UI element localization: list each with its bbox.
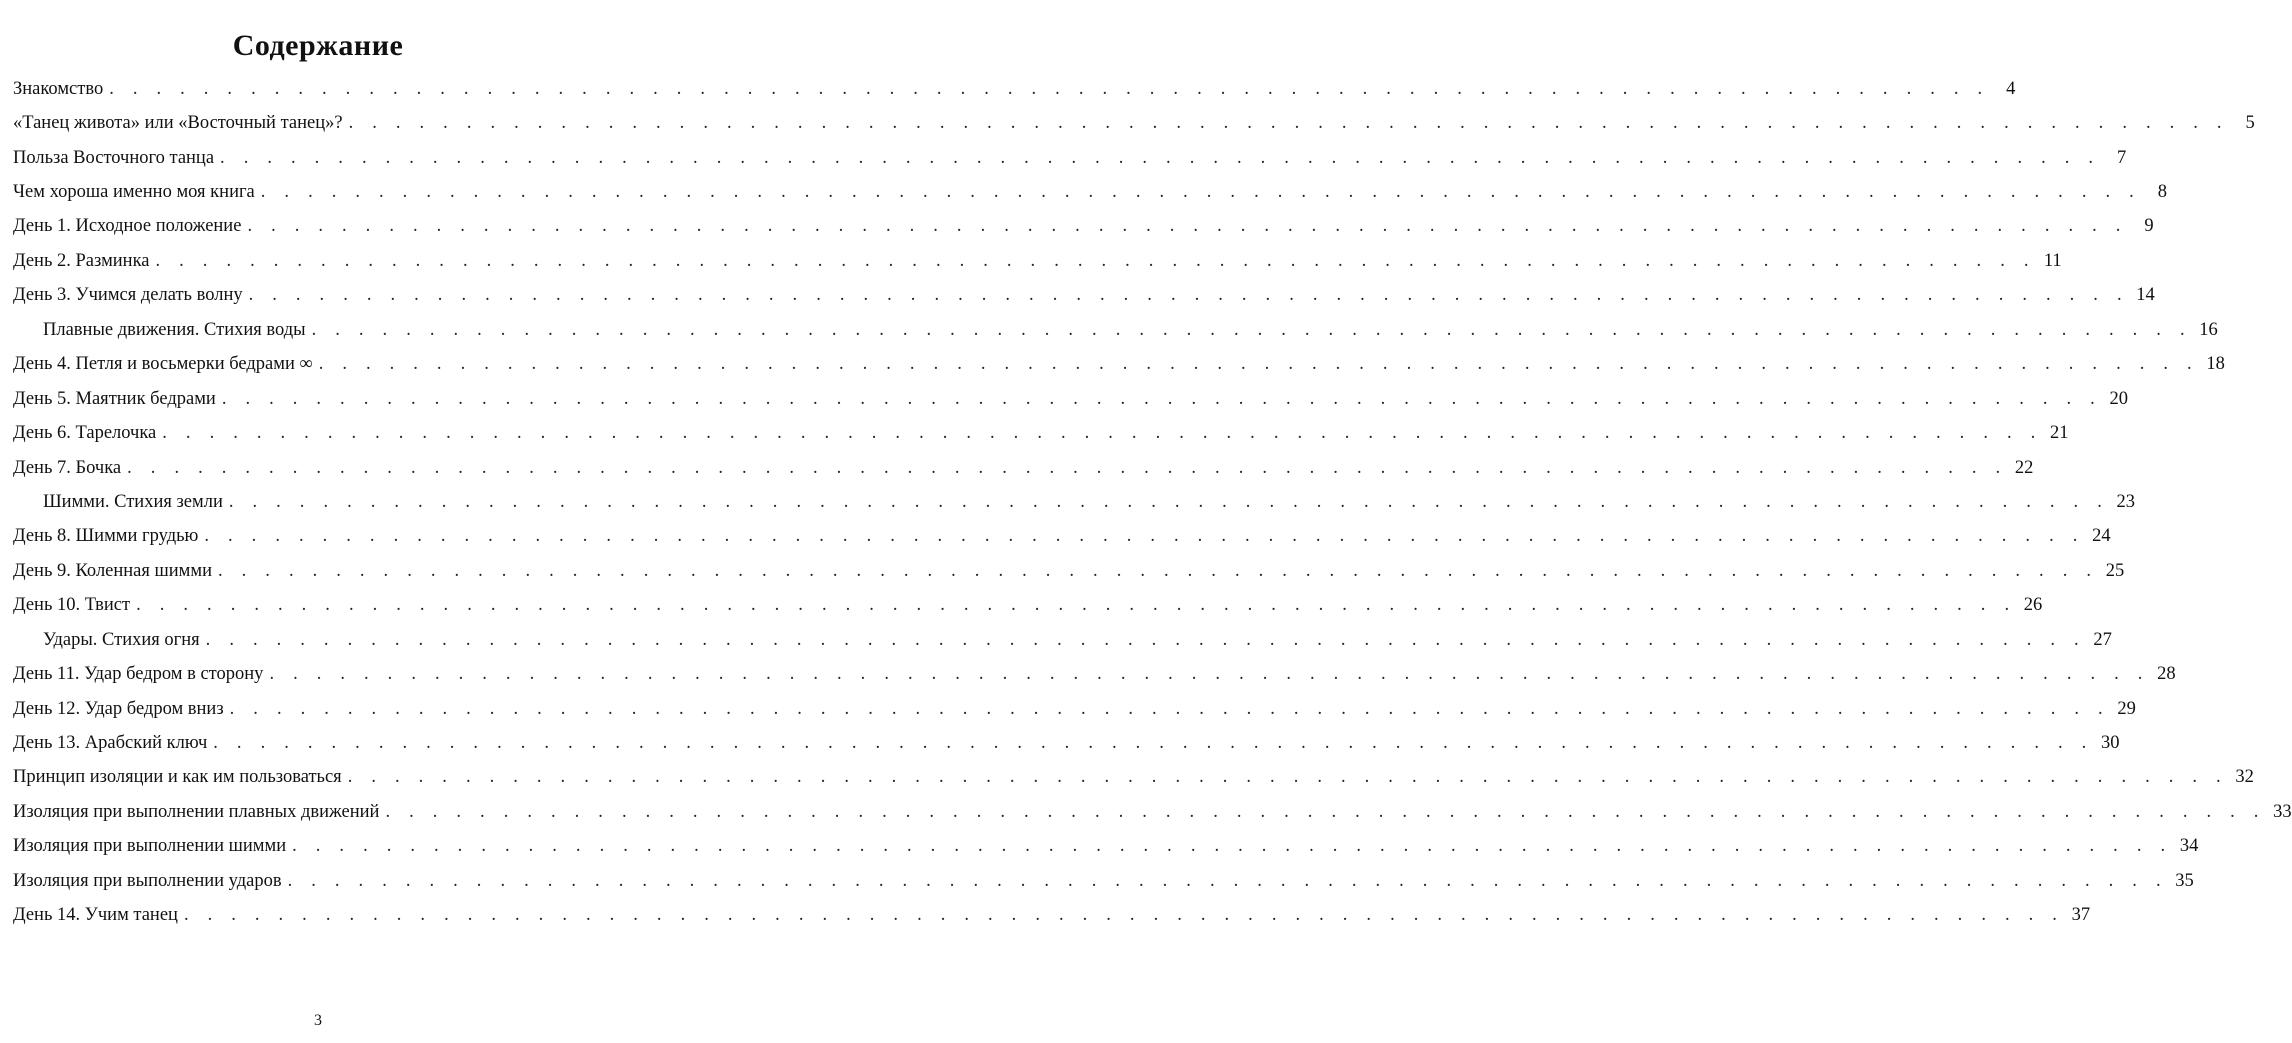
table-of-contents (13, 72, 2292, 933)
dot-leader: . . . . . . . . . . . . . . . . . . . . . . . . . . . . . . . . . . . . . . . . . . . . . . . . . . . . . . . . . . . . . . . . . . . . . . . . . . . . . . . . (183, 905, 2065, 926)
dot-leader: . . . . . . . . . . . . . . . . . . . . . . . . . . . . . . . . . . . . . . . . . . . . . . . . . . . . . . . . . . . . . . . . . . . . . . . . . . . . . . . . (205, 629, 2086, 650)
toc-entry-page: 32 (2235, 767, 2254, 788)
dot-leader: . . . . . . . . . . . . . . . . . . . . . . . . . . . . . . . . . . . . . . . . . . . . . . . . . . . . . . . . . . . . . . . . . . . . . . . . . . . . . . . . (204, 526, 2085, 547)
dot-leader: . . . . . . . . . . . . . . . . . . . . . . . . . . . . . . . . . . . . . . . . . . . . . . . . . . . . . . . . . . . . . . . . . . . . . . . . . . . . . . . . (213, 733, 2094, 754)
dot-leader: . . . . . . . . . . . . . . . . . . . . . . . . . . . . . . . . . . . . . . . . . . . . . . . . . . . . . . . . . . . . . . . . . . . . . . . . . . . . . . . . (247, 216, 2128, 237)
toc-entry[interactable] (13, 416, 2069, 450)
toc-entry[interactable] (13, 382, 2128, 416)
toc-entry-page: 14 (2136, 285, 2155, 306)
toc-entry[interactable] (13, 899, 2091, 933)
toc-entry-title: Знакомство (13, 78, 104, 99)
toc-entry-title: День 2. Разминка (13, 250, 150, 271)
toc-entry-title: Изоляция при выполнении плавных движений (13, 801, 380, 822)
toc-entry-page: 30 (2100, 733, 2120, 754)
toc-entry-page: 11 (2043, 250, 2062, 271)
toc-entry-page: 8 (2157, 182, 2167, 203)
dot-leader: . . . . . . . . . . . . . . . . . . . . . . . . . . . . . . . . . . . . . . . . . . . . . . . . . . . . . . . . . . . . . . . . . . . . . . . . . . . . . . . . (347, 767, 2228, 788)
toc-entry-page: 26 (2023, 595, 2043, 616)
toc-entry[interactable] (13, 244, 2062, 278)
toc-entry-page: 18 (2206, 354, 2225, 375)
toc-entry-title: День 14. Учим танец (13, 905, 178, 926)
toc-entry-title: День 3. Учимся делать волну (13, 285, 243, 306)
toc-entry-page: 5 (2245, 113, 2255, 134)
toc-entry-title: «Танец живота» или «Восточный танец»? (13, 113, 343, 134)
toc-entry[interactable] (13, 175, 2167, 209)
toc-entry-page: 28 (2157, 664, 2176, 685)
toc-entry-page: 9 (2144, 216, 2154, 237)
toc-entry-page: 35 (2175, 870, 2194, 891)
toc-entry-page: 23 (2116, 491, 2136, 512)
toc-entry[interactable] (13, 348, 2225, 382)
dot-leader: . . . . . . . . . . . . . . . . . . . . . . . . . . . . . . . . . . . . . . . . . . . . . . . . . . . . . . . . . . . . . . . . . . . . . . . . . . . . . . . . (136, 595, 2017, 616)
dot-leader: . . . . . . . . . . . . . . . . . . . . . . . . . . . . . . . . . . . . . . . . . . . . . . . . . . . . . . . . . . . . . . . . . . . . . . . . . . . . . . . . (220, 147, 2101, 168)
toc-entry[interactable] (13, 106, 2255, 140)
toc-entry-page: 16 (2199, 319, 2218, 340)
dot-leader: . . . . . . . . . . . . . . . . . . . . . . . . . . . . . . . . . . . . . . . . . . . . . . . . . . . . . . . . . . . . . . . . . . . . . . . . . . . . . . . . (229, 698, 2110, 719)
toc-entry-title: День 5. Маятник бедрами (13, 388, 216, 409)
page-number: 3 (314, 1012, 322, 1029)
toc-entry-title: Польза Восточного танца (13, 147, 215, 168)
dot-leader: . . . . . . . . . . . . . . . . . . . . . . . . . . . . . . . . . . . . . . . . . . . . . . . . . . . . . . . . . . . . . . . . . . . . . . . . . . . . . . . . (292, 836, 2173, 857)
toc-subentry[interactable] (13, 313, 2218, 347)
toc-entry-title: День 10. Твист (13, 595, 131, 616)
toc-entry-page: 33 (2273, 801, 2292, 822)
toc-entry[interactable] (13, 451, 2034, 485)
toc-entry-page: 20 (2109, 388, 2128, 409)
toc-entry[interactable] (13, 589, 2043, 623)
toc-entry-title: День 7. Бочка (13, 457, 122, 478)
toc-entry[interactable] (13, 692, 2136, 726)
dot-leader: . . . . . . . . . . . . . . . . . . . . . . . . . . . . . . . . . . . . . . . . . . . . . . . . . . . . . . . . . . . . . . . . . . . . . . . . . . . . . . . . (318, 354, 2199, 375)
toc-entry[interactable] (13, 554, 2125, 588)
toc-entry-title: Изоляция при выполнении ударов (13, 870, 282, 891)
toc-entry[interactable] (13, 72, 2016, 106)
toc-entry-page: 24 (2092, 526, 2111, 547)
toc-entry-page: 7 (2116, 147, 2127, 168)
dot-leader: . . . . . . . . . . . . . . . . . . . . . . . . . . . . . . . . . . . . . . . . . . . . . . . . . . . . . . . . . . . . . . . . . . . . . . . . . . . . . . . . (162, 423, 2043, 444)
toc-entry[interactable] (13, 520, 2111, 554)
toc-entry[interactable] (13, 141, 2127, 175)
dot-leader: . . . . . . . . . . . . . . . . . . . . . . . . . . . . . . . . . . . . . . . . . . . . . . . . . . . . . . . . . . . . . . . . . . . . . . . . . . . . . . . . (218, 560, 2099, 581)
toc-entry-page: 29 (2117, 698, 2136, 719)
toc-subentry[interactable] (13, 485, 2136, 519)
toc-entry-page: 4 (2006, 78, 2016, 99)
toc-entry-page: 25 (2105, 560, 2125, 581)
toc-entry-page: 37 (2071, 905, 2091, 926)
toc-entry[interactable] (13, 795, 2292, 829)
toc-entry[interactable] (13, 279, 2155, 313)
toc-entry-title: Шимми. Стихия земли (43, 491, 223, 512)
toc-entry[interactable] (13, 830, 2199, 864)
toc-entry-title: Удары. Стихия огня (43, 629, 200, 650)
dot-leader: . . . . . . . . . . . . . . . . . . . . . . . . . . . . . . . . . . . . . . . . . . . . . . . . . . . . . . . . . . . . . . . . . . . . . . . . . . . . . . . . (385, 801, 2266, 822)
dot-leader: . . . . . . . . . . . . . . . . . . . . . . . . . . . . . . . . . . . . . . . . . . . . . . . . . . . . . . . . . . . . . . . . . . . . . . . . . . . . . . . . (248, 285, 2129, 306)
dot-leader: . . . . . . . . . . . . . . . . . . . . . . . . . . . . . . . . . . . . . . . . . . . . . . . . . . . . . . . . . . . . . . . . . . . . . . . . . . . . . . . . (311, 319, 2192, 340)
dot-leader: . . . . . . . . . . . . . . . . . . . . . . . . . . . . . . . . . . . . . . . . . . . . . . . . . . . . . . . . . . . . . . . . . . . . . . . . . . . . . . . . (109, 78, 1990, 99)
dot-leader: . . . . . . . . . . . . . . . . . . . . . . . . . . . . . . . . . . . . . . . . . . . . . . . . . . . . . . . . . . . . . . . . . . . . . . . . . . . . . . . . (155, 250, 2036, 271)
dot-leader: . . . . . . . . . . . . . . . . . . . . . . . . . . . . . . . . . . . . . . . . . . . . . . . . . . . . . . . . . . . . . . . . . . . . . . . . . . . . . . . . (228, 491, 2110, 512)
toc-entry[interactable] (13, 210, 2154, 244)
toc-entry-title: День 8. Шимми грудью (13, 526, 199, 547)
toc-entry-title: День 13. Арабский ключ (13, 733, 208, 754)
toc-entry-title: День 4. Петля и восьмерки бедрами ∞ (13, 354, 313, 375)
dot-leader: . . . . . . . . . . . . . . . . . . . . . . . . . . . . . . . . . . . . . . . . . . . . . . . . . . . . . . . . . . . . . . . . . . . . . . . . . . . . . . . . (221, 388, 2102, 409)
dot-leader: . . . . . . . . . . . . . . . . . . . . . . . . . . . . . . . . . . . . . . . . . . . . . . . . . . . . . . . . . . . . . . . . . . . . . . . . . . . . . . . . (127, 457, 2008, 478)
toc-entry-title: Принцип изоляции и как им пользоваться (13, 767, 342, 788)
dot-leader: . . . . . . . . . . . . . . . . . . . . . . . . . . . . . . . . . . . . . . . . . . . . . . . . . . . . . . . . . . . . . . . . . . . . . . . . . . . . . . . . (260, 182, 2141, 203)
toc-entry-title: Плавные движения. Стихия воды (43, 319, 306, 340)
toc-entry-title: День 12. Удар бедром вниз (13, 698, 224, 719)
toc-entry-title: День 9. Коленная шимми (13, 560, 212, 581)
toc-subentry[interactable] (13, 623, 2112, 657)
toc-entry[interactable] (13, 761, 2254, 795)
page-title: Содержание (232, 29, 404, 63)
toc-entry-page: 22 (2014, 457, 2034, 478)
toc-entry-page: 21 (2049, 423, 2069, 444)
toc-entry-title: Изоляция при выполнении шимми (13, 836, 287, 857)
dot-leader: . . . . . . . . . . . . . . . . . . . . . . . . . . . . . . . . . . . . . . . . . . . . . . . . . . . . . . . . . . . . . . . . . . . . . . . . . . . . . . . . (269, 664, 2150, 685)
toc-entry[interactable] (13, 726, 2120, 760)
dot-leader: . . . . . . . . . . . . . . . . . . . . . . . . . . . . . . . . . . . . . . . . . . . . . . . . . . . . . . . . . . . . . . . . . . . . . . . . . . . . . . . . (287, 870, 2168, 891)
dot-leader: . . . . . . . . . . . . . . . . . . . . . . . . . . . . . . . . . . . . . . . . . . . . . . . . . . . . . . . . . . . . . . . . . . . . . . . . . . . . . . . . (348, 113, 2229, 134)
toc-entry[interactable] (13, 657, 2176, 691)
toc-entry-page: 27 (2093, 629, 2112, 650)
toc-entry-page: 34 (2179, 836, 2199, 857)
toc-entry-title: День 6. Тарелочка (13, 423, 157, 444)
toc-entry[interactable] (13, 864, 2194, 898)
toc-entry-title: Чем хороша именно моя книга (13, 182, 255, 203)
toc-entry-title: День 1. Исходное положение (13, 216, 242, 237)
toc-entry-title: День 11. Удар бедром в сторону (13, 664, 264, 685)
